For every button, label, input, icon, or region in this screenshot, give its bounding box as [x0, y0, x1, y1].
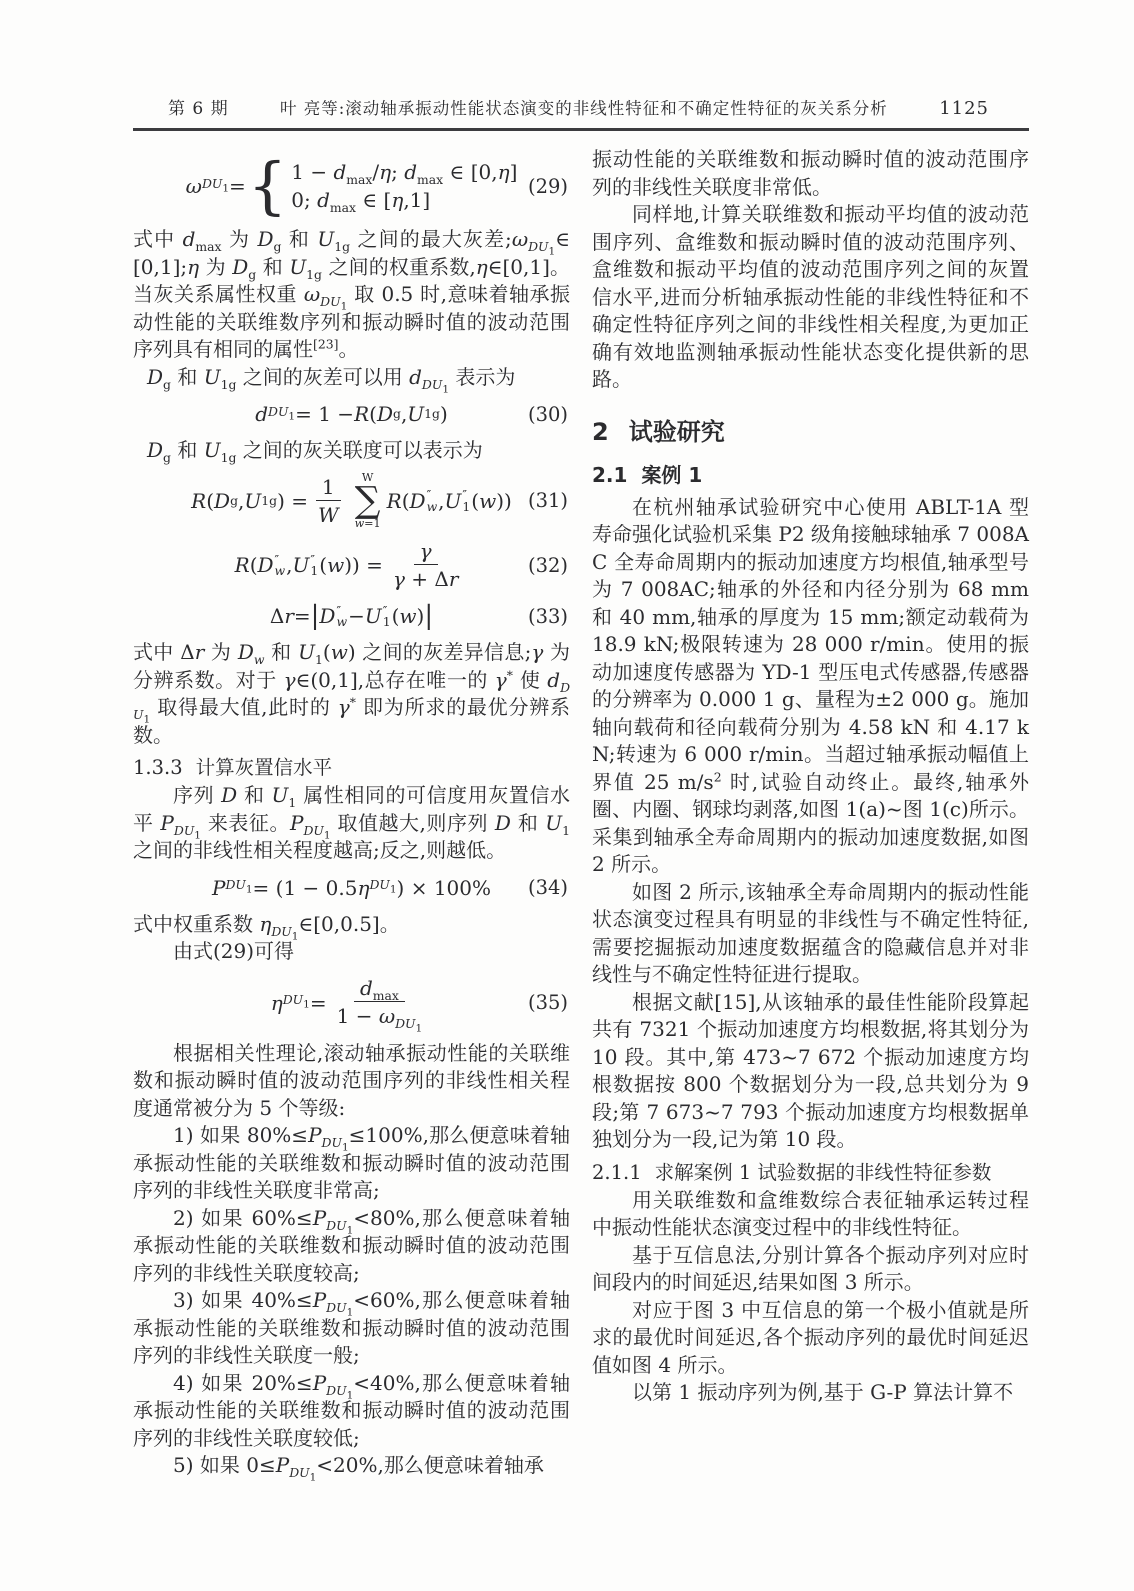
paragraph-nonlinear-characterization: 用关联维数和盒维数综合表征轴承运转过程中振动性能状态演变过程中的非线性特征。	[592, 1187, 1029, 1239]
lead-in-eq30: $D_g$ 和 $U_{1g}$ 之间的灰差可以用 $d_{DU_1}$ 表示为	[147, 364, 516, 396]
left-column	[133, 146, 571, 1484]
paragraph-figure2-discussion: 如图 2 所示,该轴承全寿命周期内的振动性能状态演变过程具有明显的非线性与不确定性特征,需要挖掘振动加速度数据蕴含的隐藏信息并对非线性与不确定性特征进行提取。	[592, 879, 1029, 986]
header-divider-rule	[133, 128, 1029, 131]
paragraph-eq29-explanation: 式中 $d_{max}$ 为 $D_g$ 和 $U_{1g}$ 之间的最大灰差$;\omega_{DU_1}\in[0,1];\eta$ 为 $D_g$ 和 $U_{1g}$ 之间的权重系数,η∈[0,1]。当灰关系属性权重 $\omega_{DU_1}$ 取 0.5 时,意味着轴承振动性能的关联维数序列和振动瞬时值的波动范围序列具有相同的属性[23]。	[133, 227, 571, 361]
equation-31-number: (31)	[527, 489, 568, 513]
paragraph-mutual-information: 基于互信息法,分别计算各个振动序列对应时间段内的时间延迟,结果如图 3 所示。	[592, 1242, 1029, 1294]
running-title: 叶 亮等:滚动轴承振动性能状态演变的非线性特征和不确定性特征的灰关系分析	[280, 99, 888, 118]
equation-35-body: η $DU_1$ = $\frac{d_{max}}{1 - \omega_{DU_1}}$	[270, 976, 423, 1036]
heading-2-1-1	[592, 1157, 1029, 1185]
equation-33-body: Δ r = | D ″ w − U ″ 1 ( w ) |	[269, 601, 434, 632]
heading-2-1-number: 2.1	[592, 462, 628, 487]
heading-section-2-title: 试验研究	[628, 417, 725, 446]
heading-section-2-number: 2	[592, 417, 609, 446]
equation-30	[133, 398, 570, 430]
lead-in-eq31: $D_g$ 和 $U_{1g}$ 之间的灰关联度可以表示为	[147, 438, 483, 465]
equation-31	[133, 472, 570, 531]
heading-1-3-3-number: 1.3.3	[133, 756, 183, 780]
heading-2-1-title: 案例 1	[641, 462, 703, 487]
equation-32	[133, 537, 570, 593]
equation-34	[133, 872, 570, 904]
paragraph-similarly: 同样地,计算关联维数和振动平均值的波动范围序列、盒维数和振动瞬时值的波动范围序列、盒维数和振动平均值的波动范围序列之间的灰置信水平,进而分析轴承振动性能的非线性特征和不确定性特征序列之间的非线性相关程度,为更加正确有效地监测轴承振动性能状态变化提供新的思路。	[592, 202, 1029, 391]
equation-35-number: (35)	[527, 991, 568, 1015]
equation-29-number: (29)	[527, 174, 568, 198]
equation-31-body: R ( D g , U 1g ) = $\frac{1}{W}$ W ∑ w=1 R ( D ″ w , U ″ 1 ( w ))	[191, 470, 512, 530]
paragraph-eq34-explanation: 式中权重系数 $\eta_{DU_1}\in[0,0.5]$。	[133, 911, 400, 943]
paragraph-continuation: 振动性能的关联维数和振动瞬时值的波动范围序列的非线性关联度非常低。	[592, 147, 1029, 199]
equation-32-body: R ( D ″ w , U ″ 1 ( w )) = $\frac{\gamma}{\gamma + \Delta r}$	[234, 539, 459, 592]
paragraph-eq33-explanation: 式中 Δr 为 $D_w$ 和 $U_1(w)$ 之间的灰差异信息;γ 为分辨系数。对于 γ∈(0,1],总存在唯一的 γ* 使 $d_{DU_1}$ 取得最大值,此时的 γ* 即为所求的最优分辨系数。	[133, 640, 571, 747]
list-item-grade-3: 3) 如果 $40\%\le P_{DU_1}<60\%$,那么便意味着轴承振动性能的关联维数和振动瞬时值的波动范围序列的非线性关联度一般;	[133, 1288, 571, 1368]
paragraph-optimal-delay: 对应于图 3 中互信息的第一个极小值就是所求的最优时间延迟,各个振动序列的最优时间延迟值如图 4 所示。	[592, 1297, 1029, 1377]
paragraph-data-segmentation: 根据文献[15],从该轴承的最佳性能阶段算起共有 7321 个振动加速度方均根数据,将其划分为 10 段。其中,第 473~7 672 个振动加速度方均根数据按 800 个数据划分为一段,总共划分为 9 段;第 7 673~7 793 个振动加速度方均根数据单独划分为一段,记为第 10 段。	[592, 989, 1029, 1151]
equation-29-body: ω $DU_1$ = { $1 - d_{max}/\eta$; $d_{max}$ ∈ [0,η] 0; $d_{max}$ ∈ [η,1]	[185, 148, 518, 222]
equation-33	[133, 600, 570, 632]
heading-2-1-1-title: 求解案例 1 试验数据的非线性特征参数	[654, 1160, 992, 1184]
page-number: 1125	[939, 98, 989, 119]
equation-35	[133, 973, 570, 1036]
right-column	[592, 146, 1029, 1480]
list-item-grade-5: 5) 如果 $0\le P_{DU_1}<20\%$,那么便意味着轴承	[173, 1453, 544, 1484]
paragraph-gp-algorithm: 以第 1 振动序列为例,基于 G-P 算法计算不	[632, 1380, 1014, 1404]
journal-issue: 第 6 期	[168, 99, 229, 119]
paragraph-grades-intro: 根据相关性理论,滚动轴承振动性能的关联维数和振动瞬时值的波动范围序列的非线性相关程度通常被分为 5 个等级:	[133, 1040, 570, 1120]
equation-34-number: (34)	[527, 876, 568, 900]
paragraph-from-eq29: 由式(29)可得	[173, 939, 295, 964]
heading-1-3-3-title: 计算灰置信水平	[195, 756, 333, 780]
list-item-grade-4: 4) 如果 $20\%\le P_{DU_1}<40\%$,那么便意味着轴承振动性能的关联维数和振动瞬时值的波动范围序列的非线性关联度较低;	[133, 1370, 571, 1450]
list-item-grade-2: 2) 如果 $60\%\le P_{DU_1}<80\%$,那么便意味着轴承振动性能的关联维数和振动瞬时值的波动范围序列的非线性关联度较高;	[133, 1205, 571, 1285]
equation-30-body: d $DU_1$ = 1 − R ( D g , U 1g )	[255, 402, 448, 426]
equation-32-number: (32)	[527, 553, 568, 577]
heading-2-1-1-number: 2.1.1	[592, 1160, 642, 1184]
equation-33-number: (33)	[527, 604, 568, 628]
two-column-body	[133, 146, 1029, 1484]
list-item-grade-1: 1) 如果 $80\%\le P_{DU_1}\le 100\%$,那么便意味着轴承振动性能的关联维数和振动瞬时值的波动范围序列的非线性关联度非常高;	[133, 1123, 571, 1203]
heading-2-1	[592, 459, 1029, 488]
heading-1-3-3	[133, 752, 570, 780]
equation-30-number: (30)	[527, 402, 568, 426]
paragraph-test-setup: 在杭州轴承试验研究中心使用 ABLT-1A 型寿命强化试验机采集 P2 级角接触球轴承 7 008AC 全寿命周期内的振动加速度方均根值,轴承型号为 7 008AC;轴承的外径和内径分别为 68 mm 和 40 mm,轴承的厚度为 15 mm;额定动载荷为 18.9 kN;极限转速为 28 000 r/min。使用的振动加速度传感器为 YD-1 型压电式传感器,传感器的分辨率为 0.000 1 g、量程为±2 000 g。施加轴向载荷和径向载荷分别为 4.58 kN 和 4.17 kN;转速为 6 000 r/min。当超过轴承振动幅值上界值 25 $m/s^2$ 时,试验自动终止。最终,轴承外圈、内圈、钢球均剥落,如图 1(a)~图 1(c)所示。采集到轴承全寿命周期内的振动加速度数据,如图 2 所示。	[592, 494, 1029, 876]
equation-29	[133, 148, 570, 222]
equation-34-body: P $DU_1$ = (1 − 0.5 η $DU_1$ ) × 100%	[211, 875, 491, 900]
paragraph-grey-confidence: 序列 D 和 $U_1$ 属性相同的可信度用灰置信水平 $P_{DU_1}$ 来表征。$P_{DU_1}$ 取值越大,则序列 D 和 $U_1$ 之间的非线性相关程度越高;反之,则越低。	[133, 783, 571, 863]
page-header	[133, 94, 1029, 119]
heading-section-2	[592, 412, 1029, 447]
